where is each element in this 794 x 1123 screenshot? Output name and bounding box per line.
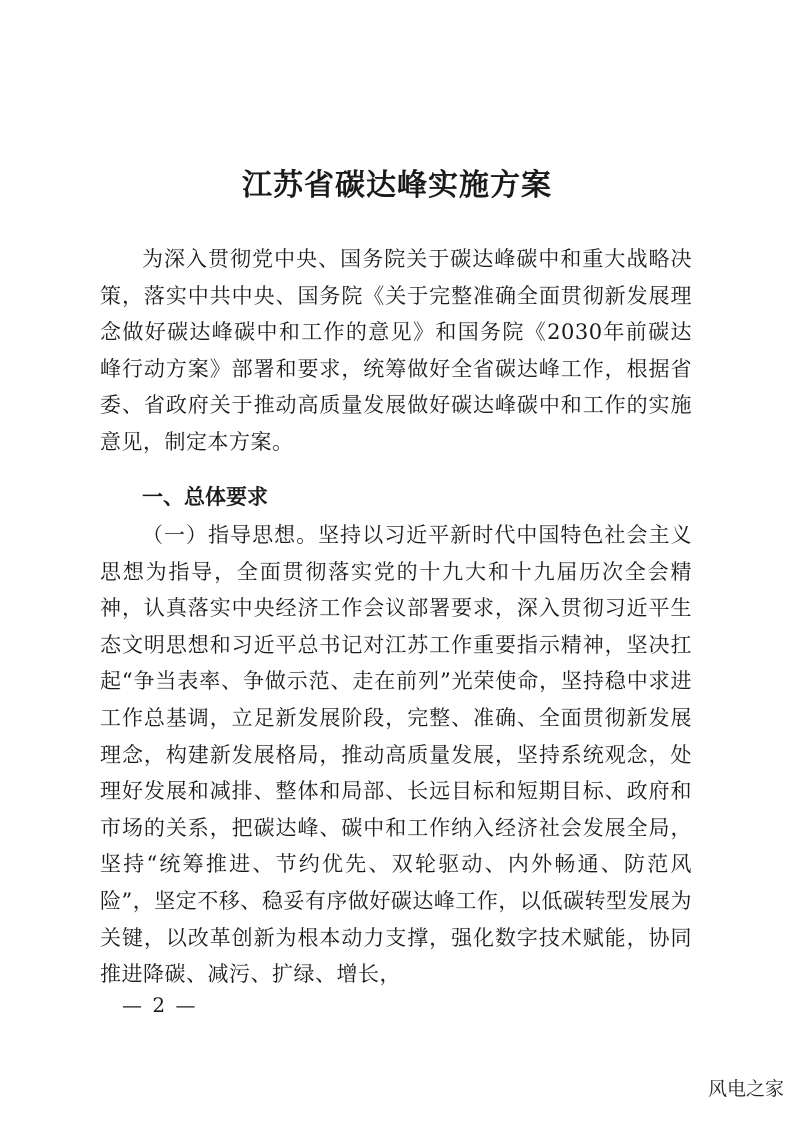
guide-paragraph: （一）指导思想。坚持以习近平新时代中国特色社会主义思想为指导，全面贯彻落实党的十九大和十九届历次全会精神，认真落实中央经济工作会议部署要求，深入贯彻习近平生态文明思想和习近平总书记对江苏工作重要指示精神，坚决扛起“争当表率、争做示范、走在前列”光荣使命，坚持稳中求进工作总基调，立足新发展阶段，完整、准确、全面贯彻新发展理念，构建新发展格局，推动高质量发展，坚持系统观念，处理好发展和减排、整体和局部、长远目标和短期目标、政府和市场的关系，把碳达峰、碳中和工作纳入经济社会发展全局，坚持“统筹推进、节约优先、双轮驱动、内外畅通、防范风险”，坚定不移、稳妥有序做好碳达峰工作，以低碳转型发展为关键，以改革创新为根本动力支撑，强化数字技术赋能，协同推进降碳、减污、扩绿、增长， <box>100 523 692 987</box>
page-number: — 2 — <box>122 993 198 1017</box>
intro-paragraph: 为深入贯彻党中央、国务院关于碳达峰碳中和重大战略决策，落实中共中央、国务院《关于完整准确全面贯彻新发展理念做好碳达峰碳中和工作的意见》和国务院《2030年前碳达峰行动方案》部署和要求，统筹做好全省碳达峰工作，根据省委、省政府关于推动高质量发展做好碳达峰碳中和工作的实施意见，制定本方案。 <box>100 247 692 454</box>
section-heading: 一、总体要求 <box>142 485 268 509</box>
watermark-text: 风电之家 <box>707 1078 784 1100</box>
document-title: 江苏省碳达峰实施方案 <box>242 168 552 203</box>
